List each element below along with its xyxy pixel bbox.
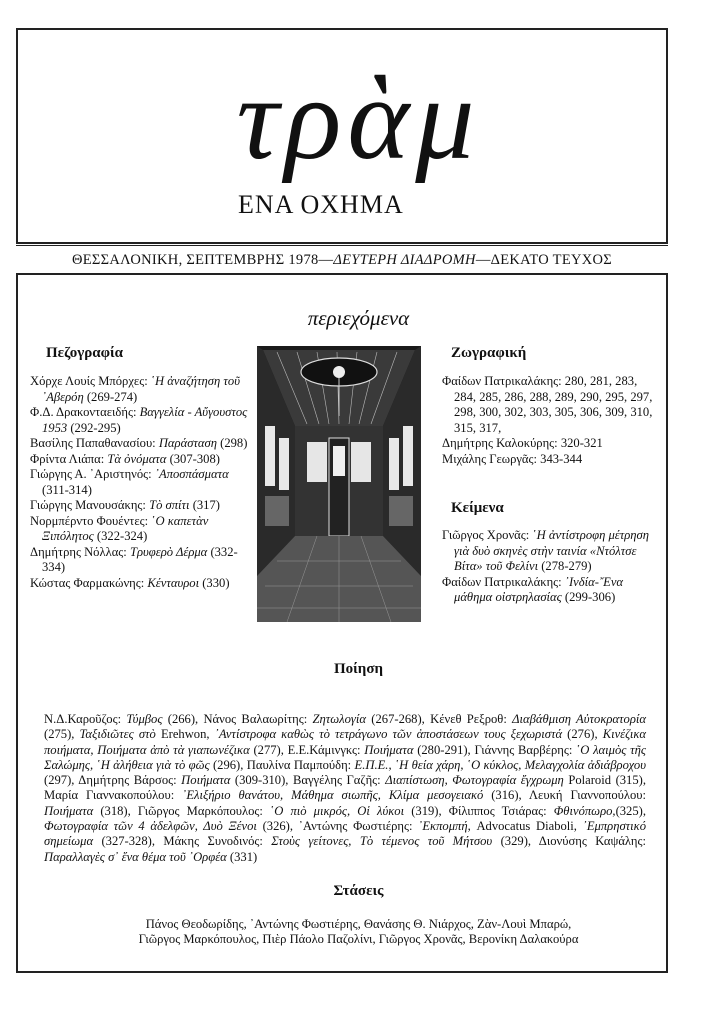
entry-author: Γιῶργος Χρονᾶς: <box>442 528 533 542</box>
entry-author: Φ.Δ. Δρακονταειδής: <box>30 405 140 419</box>
entry-pages: (298) <box>216 436 248 450</box>
poetry-segment: (326), ᾿Αντώνης Φωστιέρης: <box>256 819 419 834</box>
poetry-segment: (327-328), Μάκης Συνοδινός: <box>93 834 272 849</box>
poetry-segment: (277), Ε.Ε.Κάμινγκς: <box>249 742 365 757</box>
texts-entry <box>442 575 656 606</box>
poetry-segment: (331) <box>226 849 258 864</box>
entry-pages: 343-344 <box>540 451 583 466</box>
entry-pages: (311-314) <box>42 482 92 497</box>
masthead-rule <box>16 245 668 246</box>
issue-line <box>16 252 668 269</box>
entry-pages: (292-295) <box>67 420 121 435</box>
issue-place-date: ΘΕΣΣΑΛΟΝΙΚΗ, ΣΕΠΤΕΜΒΡΗΣ 1978— <box>71 252 334 268</box>
stations-line-1: Πάνος Θεοδωρίδης, ᾿Αντώνης Φωστιέρης, Θανάσης Θ. Νιάρχος, Ζὰν-Λουὶ Μπαρώ, <box>145 917 572 931</box>
entry-author: Γιώργης Μανουσάκης: <box>30 498 150 512</box>
poetry-segment: ᾿Αντίστροφα καθὼς τὸ τετράγωνο τῶν ἀποστάσεων τους ξεχωριστά <box>214 727 563 742</box>
poetry-segment: Φωτογραφία τῶν 4 ἀδελφῶν, Δυὸ Ξένοι <box>44 819 257 834</box>
poetry-segment: Polaroid (315), Μαρία Γιαννακοπούλου: <box>44 773 646 803</box>
entry-pages: (269-274) <box>83 389 138 404</box>
entry-author: Κώστας Φαρμακώνης: <box>30 575 148 590</box>
poetry-segment: Στοὺς γείτονες, Τὸ τέμενος τοῦ Μήτσου <box>271 834 493 849</box>
entry-work: Τὸ σπίτι <box>149 498 190 512</box>
entry-pages: (307-308) <box>166 451 220 466</box>
poetry-segment: ᾿Εκπομπή, <box>418 819 471 834</box>
prose-entry <box>30 514 248 545</box>
entry-work: ῾Η ἀναζήτηση τοῦ ᾿Αβερόη <box>42 374 240 404</box>
poetry-segment: Κινέζικα ποιήματα, Ποιήματα ἀπὸ τὰ γιαπωνέζικα <box>44 727 646 757</box>
stations-line-2: Γιῶργος Μαρκόπουλος, Πιὲρ Πάολο Παζολίνι, Γιῶργος Χρονᾶς, Βερονίκη Δαλακούρα <box>138 932 579 947</box>
poetry-segment: (309-310), Βαγγέλης Γαζῆς: <box>230 773 386 788</box>
prose-entry <box>30 374 248 405</box>
entry-work: ῾Η ἀντίστροφη μέτρηση γιὰ δυὸ σκηνὲς στὴν ταινία «Ντόλτσε Βίτα» τοῦ Φελίνι <box>454 528 650 573</box>
painting-list <box>442 374 656 467</box>
poetry-segment: ᾿Ελιξήριο θανάτου, Μάθημα σιωπῆς, Κλίμα μεσογειακό <box>182 788 484 803</box>
poetry-segment: ῾Ο πιὸ μικρός, Οἱ λύκοι <box>270 803 405 818</box>
prose-entry <box>30 467 248 498</box>
masthead-title: τρὰμ <box>236 53 481 184</box>
entry-author: Δημήτρης Καλοκύρης: <box>442 436 561 450</box>
texts-heading: Κείμενα <box>451 500 504 516</box>
poetry-segment: Φθινόπωρο, <box>553 803 616 818</box>
entry-pages: (299-306) <box>561 590 616 604</box>
poetry-segment: (316), Λευκή Γιαννοπούλου: <box>483 788 646 803</box>
entry-work: Κένταυροι <box>147 575 200 590</box>
entry-work: Βαγγελία - Αὔγουστος 1953 <box>42 405 248 435</box>
entry-pages: (332-334) <box>42 544 238 574</box>
prose-entry <box>30 498 248 514</box>
poetry-segment: (297), Δημήτρης Βάρσος: <box>44 773 182 788</box>
poetry-segment: Ε.Π.Ε., ῾Η θεία χάρη, ῾Ο κύκλος, Μελαγχολία ἀδιάβροχου <box>354 757 647 772</box>
poetry-segment: (266), Νάνος Βαλαωρίτης: <box>162 712 313 726</box>
entry-author: Γιώργης Α. ᾿Αριστηνός: <box>30 467 155 481</box>
entry-pages: (278-279) <box>538 559 592 573</box>
entry-author: Χόρχε Λουίς Μπόρχες: <box>30 374 151 388</box>
entry-author: Μιχάλης Γεωργᾶς: <box>442 451 541 466</box>
poetry-segment: (318), Γιῶργος Μαρκόπουλος: <box>93 803 271 818</box>
poetry-segment: (319), Φίλιππος Τσιάρας: <box>404 803 554 818</box>
poetry-heading: Ποίηση <box>333 661 383 677</box>
poetry-segment: Ζητωλογία <box>312 712 367 726</box>
entry-pages: (330) <box>199 575 230 590</box>
prose-entry <box>30 452 248 468</box>
poetry-segment: Ν.Δ.Καροῦζος: <box>44 712 127 726</box>
texts-entry <box>442 528 656 575</box>
entry-author: Φαίδων Πατρικαλάκης: <box>442 574 565 589</box>
entry-work: ῾Ο καπετὰν Ξιπόλητος <box>42 513 209 543</box>
entry-work: Παράσταση <box>158 436 217 450</box>
poetry-segment: Διαβάθμιση Αὐτοκρατορία <box>512 712 646 726</box>
entry-pages: (322-324) <box>93 529 148 543</box>
entry-work: ᾿Αποσπάσματα <box>154 467 229 481</box>
stations-heading: Στάσεις <box>333 883 384 899</box>
poetry-segment: ᾿Εμπρηστικό σημείωμα <box>44 819 647 849</box>
entry-author: Φρίντα Λιάπα: <box>30 451 108 466</box>
entry-pages: 280, 281, 283, 284, 285, 286, 288, 289, 290, 295, 297, 298, 300, 302, 303, 305, 306, 309, 310, 315, 317, <box>454 374 653 435</box>
masthead-subtitle: ΕΝΑ ΟΧΗΜΑ <box>238 190 404 219</box>
painting-entry <box>442 452 656 468</box>
poetry-segment: (267-268), Κένεθ Ρεξροθ: <box>366 712 513 726</box>
poetry-segment: ῾Ο λαιμὸς τῆς Σαλώμης, ῾Η ἀλήθεια γιὰ τὸ φῶς <box>44 742 646 772</box>
prose-entry <box>30 436 248 452</box>
contents-title: περιεχόμενα <box>307 306 410 330</box>
poetry-segment: (325), <box>615 803 646 818</box>
prose-entry <box>30 576 248 592</box>
entry-author: Νορμπέρντο Φουέντες: <box>30 513 152 528</box>
issue-route: ΔΕΥΤΕΡΗ ΔΙΑΔΡΟΜΗ <box>333 252 476 268</box>
prose-entry <box>30 405 248 436</box>
painting-entry <box>442 436 656 452</box>
poetry-segment: (296), Παυλίνα Παμπούδη: <box>209 757 355 772</box>
entry-author: Βασίλης Παπαθανασίου: <box>30 436 159 450</box>
texts-list <box>442 528 656 606</box>
entry-work: ᾿Ινδία-῎Ενα μάθημα οἰστρηλασίας <box>454 574 624 604</box>
prose-entry <box>30 545 248 576</box>
stations-text <box>30 917 687 948</box>
prose-list <box>30 374 248 591</box>
painting-entry <box>442 374 656 436</box>
poetry-segment: Ταξιδιῶτες στὸ <box>79 727 156 742</box>
poetry-segment: Erehwon, <box>155 727 215 742</box>
entry-pages: 320-321 <box>560 436 603 450</box>
entry-pages: (317) <box>189 498 220 512</box>
poetry-segment: Advocatus Diaboli, <box>470 819 583 834</box>
poetry-segment: Τύμβος <box>126 712 163 726</box>
poetry-segment: (280-291), Γιάννης Βαρβέρης: <box>413 742 577 757</box>
entry-author: Φαίδων Πατρικαλάκης: <box>442 374 565 388</box>
poetry-segment: Ποιήματα <box>181 773 231 788</box>
poetry-segment: Ποιήματα <box>44 803 94 818</box>
prose-heading: Πεζογραφία <box>46 345 124 361</box>
poetry-segment: Ποιήματα <box>364 742 414 757</box>
painting-heading: Ζωγραφική <box>451 345 527 361</box>
entry-work: Τρυφερὸ Δέρμα <box>129 544 208 559</box>
tram-interior-illustration <box>257 346 421 622</box>
poetry-segment: (329), Διονύσης Καψάλης: <box>492 834 646 849</box>
poetry-text <box>44 712 646 865</box>
entry-author: Δημήτρης Νόλλας: <box>30 544 130 559</box>
poetry-segment: (276), <box>562 727 603 742</box>
poetry-segment: Παραλλαγὲς σ᾿ ἕνα θέμα τοῦ ᾿Ορφέα <box>44 849 227 864</box>
issue-number: —ΔΕΚΑΤΟ ΤΕΥΧΟΣ <box>475 252 613 268</box>
entry-work: Τὰ ὀνόματα <box>107 451 167 466</box>
poetry-segment: (275), <box>44 727 80 742</box>
poetry-segment: Διαπίστωση, Φωτογραφία ἔγχρωμη <box>385 773 564 788</box>
